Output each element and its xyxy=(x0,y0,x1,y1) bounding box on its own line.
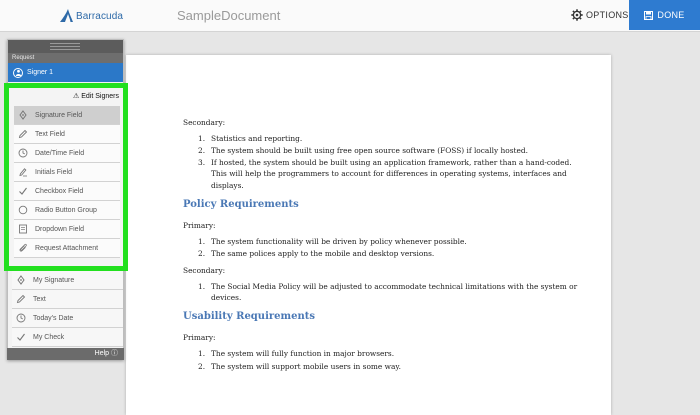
done-label: DONE xyxy=(657,10,685,20)
pencil-icon xyxy=(16,294,26,304)
checkbox-field-item[interactable]: Checkbox Field xyxy=(14,182,120,201)
barracuda-logo[interactable] xyxy=(58,8,123,24)
clock-icon xyxy=(18,148,28,158)
gear-icon xyxy=(571,9,583,21)
user-icon xyxy=(13,68,23,78)
clock-icon xyxy=(16,313,26,323)
section-label: Secondary: xyxy=(183,265,226,275)
signer-name: Signer 1 xyxy=(27,69,54,76)
radio-icon xyxy=(18,205,28,215)
dropdown-icon xyxy=(18,224,28,234)
list-item: 1. The system will fully function in major browsers. xyxy=(198,349,395,359)
text-field-item[interactable]: Text Field xyxy=(14,125,120,144)
secondary-list-1 xyxy=(198,133,583,191)
field-types-list xyxy=(14,106,120,258)
help-button[interactable]: Help ⓘ xyxy=(7,348,124,360)
policy-heading: Policy Requirements xyxy=(183,198,299,210)
section-label: Primary: xyxy=(183,333,216,343)
save-icon xyxy=(644,11,653,20)
document-page[interactable] xyxy=(126,55,611,415)
list-item: 1. The Social Media Policy will be adjusted to accommodate technical limitations with the system or devices. xyxy=(198,282,578,303)
dropdown-field-item[interactable]: Dropdown Field xyxy=(14,220,120,239)
radio-group-item[interactable]: Radio Button Group xyxy=(14,201,120,220)
list-item: 2. The system should be built using free open source software (FOSS) if locally hosted. xyxy=(198,146,528,156)
logo-text: Barracuda xyxy=(76,10,124,22)
policy-primary-list xyxy=(198,236,583,259)
signer-selector[interactable] xyxy=(8,63,123,82)
list-item: 2. The system will support mobile users in some way. xyxy=(198,361,401,371)
list-item: 1. The system functionality will be driven by policy whenever possible. xyxy=(198,236,467,246)
help-icon: ⓘ xyxy=(111,350,118,357)
paperclip-icon xyxy=(18,243,28,253)
highlighted-field-list xyxy=(4,83,128,271)
panel-drag-handle[interactable] xyxy=(8,40,123,53)
usability-heading: Usability Requirements xyxy=(183,311,315,323)
grip-lines-icon xyxy=(50,43,80,50)
document-content xyxy=(183,117,583,378)
signature-field-item[interactable]: Signature Field xyxy=(14,106,120,125)
top-bar xyxy=(0,0,700,32)
list-item: 2. The same polices apply to the mobile and desktop versions. xyxy=(198,248,435,258)
edit-signers-link[interactable]: ⚠ Edit Signers xyxy=(72,92,119,100)
options-label: OPTIONS xyxy=(586,10,629,20)
initials-field-item[interactable]: Initials Field xyxy=(14,163,120,182)
datetime-field-item[interactable]: Date/Time Field xyxy=(14,144,120,163)
check-icon xyxy=(18,186,28,196)
section-label: Primary: xyxy=(183,220,216,230)
done-button[interactable] xyxy=(629,0,700,30)
section-label: Secondary: xyxy=(183,118,226,127)
my-signature-item[interactable]: My Signature xyxy=(12,271,123,290)
todays-date-item[interactable]: Today's Date xyxy=(12,309,123,328)
list-item: 3. If hosted, the system should be built using an application framework, rather than a hand-coded. This will help the programmers to account for differences in operating systems, interfaces and displays. xyxy=(198,158,572,190)
request-attachment-item[interactable]: Request Attachment xyxy=(14,239,120,258)
pencil-icon xyxy=(18,129,28,139)
request-label: Request xyxy=(8,53,123,63)
warning-icon: ⚠ xyxy=(72,93,80,100)
pen-nib-icon xyxy=(18,110,28,120)
list-item: 1. Statistics and reporting. xyxy=(198,134,303,144)
policy-secondary-list xyxy=(198,281,583,303)
initials-pen-icon xyxy=(18,167,28,177)
barracuda-logo-icon xyxy=(58,8,74,24)
options-button[interactable] xyxy=(571,9,629,21)
check-icon xyxy=(16,332,26,342)
text-item[interactable]: Text xyxy=(12,290,123,309)
my-check-item[interactable]: My Check xyxy=(12,328,123,347)
pen-nib-icon xyxy=(16,275,26,285)
quick-insert-list xyxy=(12,271,123,347)
document-title: SampleDocument xyxy=(177,8,281,23)
usability-primary-list xyxy=(198,348,583,371)
